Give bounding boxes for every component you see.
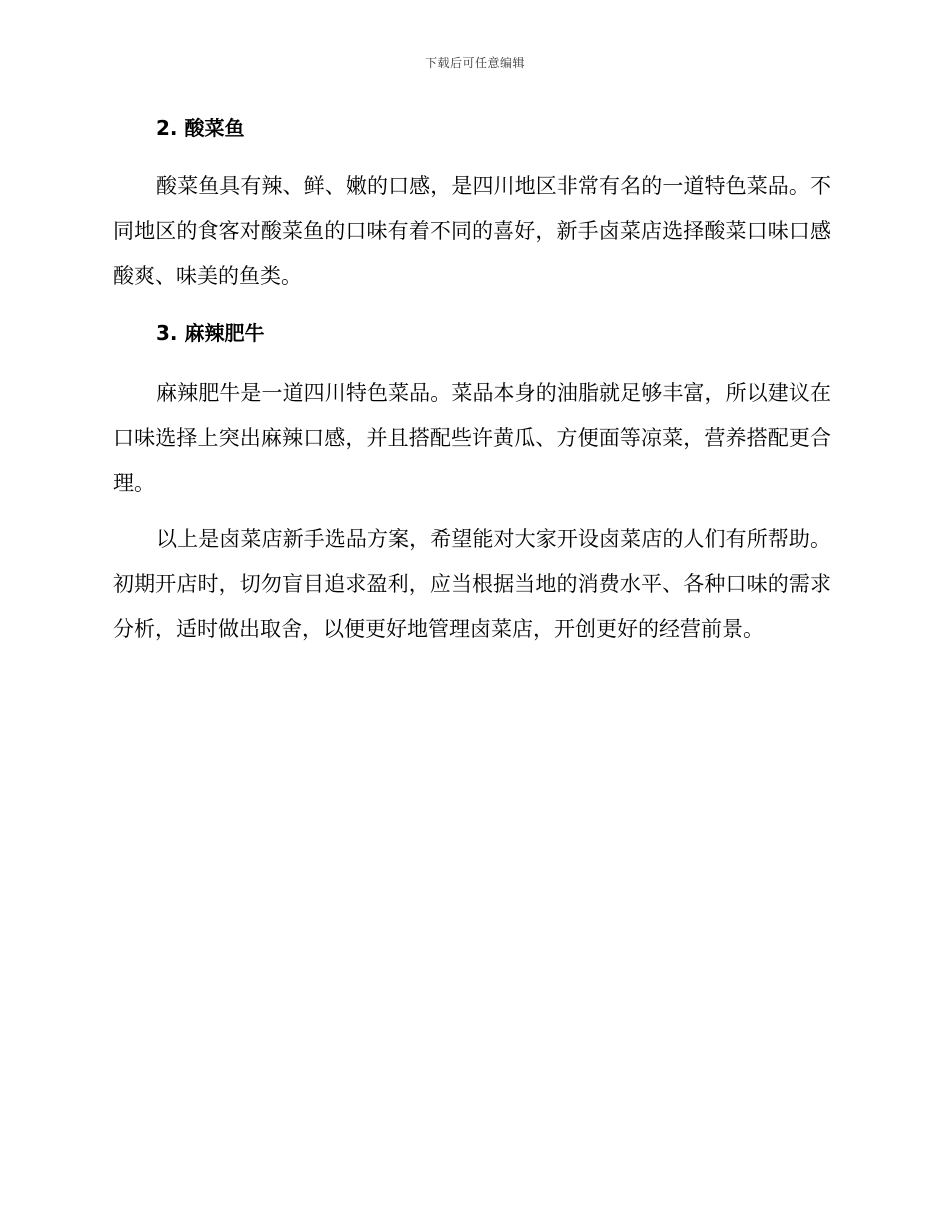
header-note: 下载后可任意编辑 [424,56,525,70]
section-heading-suancai-fish: 2. 酸菜鱼 [156,116,245,140]
section-body-mala-beef: 麻辣肥牛是一道四川特色菜品。菜品本身的油脂就足够丰富，所以建议在口味选择上突出麻辣口感，并且搭配些许黄瓜、方便面等凉菜，营养搭配更合理。 [113,381,831,495]
section-heading-mala-beef: 3. 麻辣肥牛 [156,321,265,345]
section-body-suancai-fish: 酸菜鱼具有辣、鲜、嫩的口感，是四川地区非常有名的一道特色菜品。不同地区的食客对酸菜鱼的口味有着不同的喜好，新手卤菜店选择酸菜口味口感酸爽、味美的鱼类。 [113,174,831,288]
conclusion-paragraph: 以上是卤菜店新手选品方案，希望能对大家开设卤菜店的人们有所帮助。初期开店时，切勿盲目追求盈利，应当根据当地的消费水平、各种口味的需求分析，适时做出取舍，以便更好地管理卤菜店，开创更好的经营前景。 [113,527,831,641]
document-body [113,112,831,652]
